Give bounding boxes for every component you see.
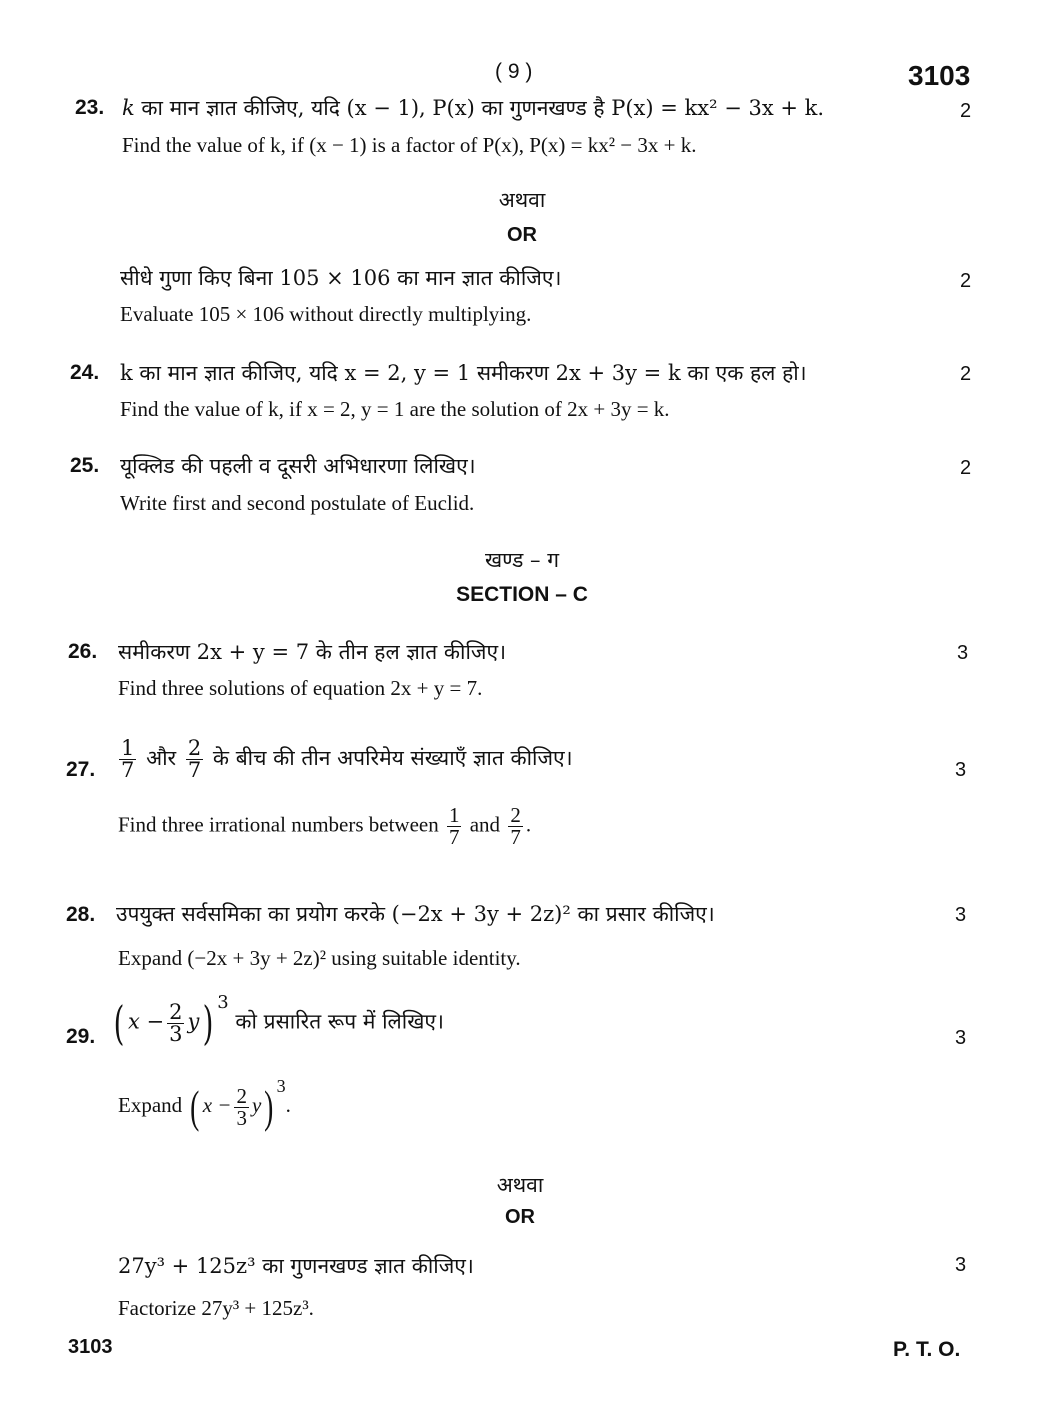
- page-number: ( 9 ): [495, 60, 533, 83]
- q23-or-hindi: अथवा: [498, 188, 546, 212]
- q27-en-fraction-1: [447, 805, 462, 848]
- q27-frac1-numerator: 1: [121, 736, 135, 760]
- q27-en-frac2-denominator: 7: [510, 825, 521, 849]
- section-title-hindi: खण्ड – ग: [484, 548, 560, 572]
- q29-or-hindi: अथवा: [496, 1173, 544, 1197]
- q23-alt-marks: 2: [960, 270, 972, 292]
- q29-alt-marks: 3: [955, 1254, 967, 1276]
- q27-hindi-rest: के बीच की तीन अपरिमेय संख्याएँ ज्ञात कीजिए।: [212, 746, 573, 770]
- q29-alt-english: Factorize 27y³ + 125z³.: [118, 1296, 314, 1320]
- question-number-24: 24.: [70, 361, 100, 384]
- q29-exponent: 3: [217, 992, 229, 1013]
- q24-english: Find the value of k, if x = 2, y = 1 are the solution of 2x + 3y = k.: [120, 397, 670, 421]
- footer-paper-code: 3103: [68, 1336, 113, 1358]
- q23-or-english: OR: [507, 224, 537, 246]
- q25-hindi: यूक्लिड की पहली व दूसरी अभिधारणा लिखिए।: [120, 454, 476, 478]
- q27-fraction-1: [119, 738, 136, 781]
- q29-frac-denominator: 3: [169, 1021, 183, 1046]
- q26-marks: 3: [957, 642, 969, 664]
- q27-frac1-denominator: 7: [121, 758, 135, 782]
- q23-english: Find the value of k, if (x − 1) is a factor of P(x), P(x) = kx² − 3x + k.: [122, 133, 697, 157]
- q29-marks: 3: [955, 1027, 967, 1049]
- q26-english: Find three solutions of equation 2x + y = 7.: [118, 676, 483, 700]
- q27-english-prefix: Find three irrational numbers between: [118, 812, 439, 837]
- q27-hindi: [116, 738, 573, 781]
- q27-frac2-numerator: 2: [187, 736, 202, 760]
- q23-alt-english: Evaluate 105 × 106 without directly multiplying.: [120, 302, 532, 326]
- question-number-25: 25.: [70, 454, 100, 477]
- q29-paren-close: ): [202, 996, 214, 1050]
- q24-marks: 2: [960, 363, 972, 385]
- q27-marks: 3: [955, 759, 967, 781]
- q25-english: Write first and second postulate of Euclid.: [120, 491, 475, 515]
- q29-expr-y: y: [187, 1009, 200, 1034]
- q27-en-fraction-2: [508, 805, 523, 848]
- q29-en-expr-y: y: [251, 1092, 262, 1117]
- q29-alt-hindi: 27y³ + 125z³ का गुणनखण्ड ज्ञात कीजिए।: [118, 1254, 474, 1278]
- q29-en-paren-close: ): [264, 1081, 274, 1132]
- question-number-27: 27.: [66, 758, 96, 781]
- q27-fraction-2: [186, 738, 203, 781]
- paper-code-top: 3103: [908, 60, 971, 91]
- q23-hindi: [122, 94, 824, 122]
- q29-frac-numerator: 2: [169, 999, 183, 1024]
- q27-en-frac1-numerator: 1: [448, 803, 460, 827]
- question-number-23: 23.: [75, 96, 105, 119]
- q24-hindi: k का मान ज्ञात कीजिए, यदि x = 2, y = 1 समीकरण 2x + 3y = k का एक हल हो।: [120, 361, 807, 385]
- q23-hindi-k: k: [122, 96, 135, 120]
- q29-en-frac-numerator: 2: [236, 1083, 247, 1108]
- q29-english: [118, 1076, 291, 1132]
- q28-marks: 3: [955, 904, 967, 926]
- section-title-english: SECTION – C: [456, 583, 588, 606]
- q29-en-paren-open: (: [190, 1081, 200, 1132]
- q29-expr-x: x −: [127, 1009, 165, 1034]
- q29-en-exponent: 3: [276, 1076, 286, 1096]
- question-number-28: 28.: [66, 903, 96, 926]
- q29-english-period: .: [285, 1092, 291, 1117]
- q29-en-fraction: [234, 1083, 249, 1130]
- question-number-26: 26.: [68, 640, 98, 663]
- q27-hindi-and: और: [146, 746, 177, 770]
- q26-hindi: समीकरण 2x + y = 7 के तीन हल ज्ञात कीजिए।: [118, 640, 507, 664]
- q27-english-and: and: [469, 812, 501, 837]
- q29-or-english: OR: [505, 1206, 535, 1228]
- q29-paren-open: (: [113, 996, 125, 1050]
- q23-marks: 2: [960, 100, 972, 122]
- q29-english-prefix: Expand: [118, 1092, 183, 1117]
- q29-fraction: [167, 999, 184, 1046]
- q27-en-frac2-numerator: 2: [510, 803, 521, 827]
- q27-frac2-denominator: 7: [187, 758, 202, 782]
- q27-en-frac1-denominator: 7: [448, 825, 460, 849]
- q27-english: [118, 805, 531, 848]
- q29-en-expr-x: x −: [202, 1092, 232, 1117]
- q29-hindi-rest: को प्रसारित रूप में लिखिए।: [235, 1009, 444, 1034]
- q29-hindi: [110, 992, 444, 1050]
- q25-marks: 2: [960, 457, 972, 479]
- q23-hindi-text: का मान ज्ञात कीजिए, यदि (x − 1), P(x) का गुणनखण्ड है P(x) = kx² − 3x + k.: [134, 96, 825, 120]
- q28-english: Expand (−2x + 3y + 2z)² using suitable identity.: [118, 946, 521, 970]
- footer-pto: P. T. O.: [893, 1338, 961, 1361]
- question-number-29: 29.: [66, 1025, 96, 1048]
- q28-hindi: उपयुक्त सर्वसमिका का प्रयोग करके (−2x + 3y + 2z)² का प्रसार कीजिए।: [116, 902, 715, 926]
- q23-alt-hindi: सीधे गुणा किए बिना 105 × 106 का मान ज्ञात कीजिए।: [120, 266, 562, 290]
- q29-en-frac-denominator: 3: [236, 1105, 247, 1130]
- q27-english-period: .: [525, 812, 532, 837]
